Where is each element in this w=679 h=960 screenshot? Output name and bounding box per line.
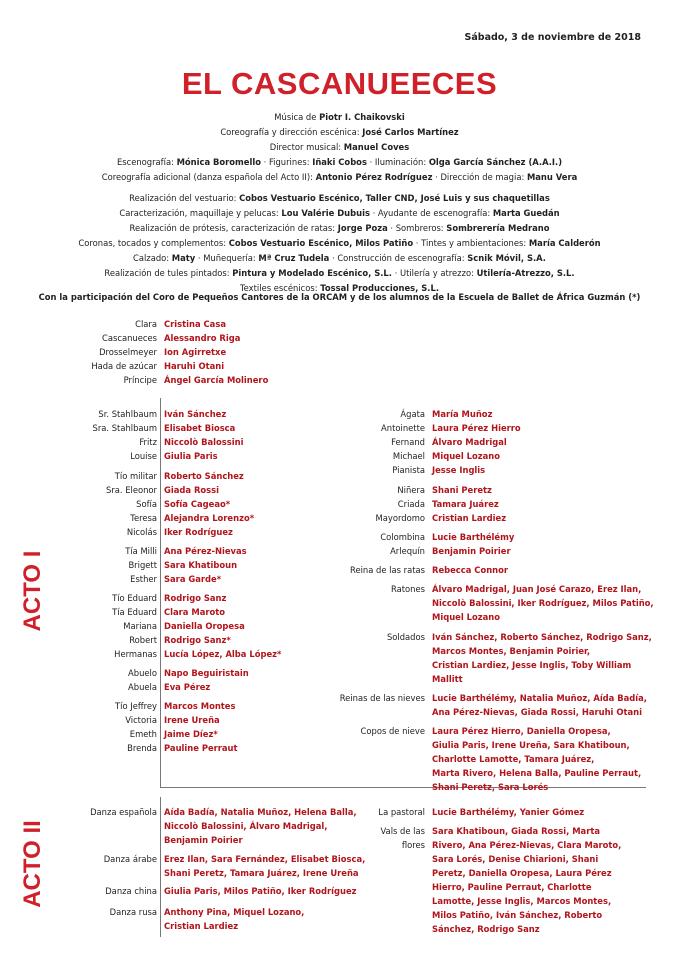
cast-names [164, 666, 249, 680]
role-label: Reinas de las nieves [339, 693, 425, 703]
role-label: Cascanueces [102, 333, 157, 343]
role-label: Fernand [391, 437, 425, 447]
cast-line: Giulia Paris [164, 451, 218, 461]
cast-line: Sofía Cageao* [164, 499, 231, 509]
credit-line [0, 236, 679, 251]
cast-line: Shani Peretz, Sara Lorés [432, 782, 549, 792]
cast-names [164, 373, 268, 387]
role-name [17, 884, 157, 898]
role-name [285, 511, 425, 525]
credit-label: Textiles escénicos: [239, 283, 321, 293]
credit-label: Calzado: [133, 253, 172, 263]
cast-line: María Muñoz [432, 409, 493, 419]
role-name [17, 647, 157, 661]
cast-names [164, 483, 219, 497]
cast-line: Elisabet Biosca [164, 423, 236, 433]
role-name [285, 805, 425, 819]
cast-line: Álvaro Madrigal, Juan José Carazo, Erez Ilan, [432, 584, 642, 594]
role-label: flores [401, 840, 425, 850]
credit-value: Mª Cruz Tudela [258, 253, 330, 263]
cast-line: Lucie Barthélémy, Yanier Gómez [432, 807, 585, 817]
role-name [17, 572, 157, 586]
role-label: Emeth [129, 729, 157, 739]
role-name [17, 741, 157, 755]
role-name [17, 359, 157, 373]
role-name [285, 824, 425, 852]
role-label: Pianista [392, 465, 425, 475]
cast-line: Daniella Oropesa [164, 621, 245, 631]
cast-line: Aída Badía, Natalia Muñoz, Helena Balla, [164, 807, 357, 817]
role-label: Clara [135, 319, 157, 329]
cast-line: Iván Sánchez, Roberto Sánchez, Rodrigo Sanz, [432, 632, 652, 642]
credit-label: · Figurines: [260, 157, 313, 167]
role-name [17, 435, 157, 449]
credit-value: Jorge Poza [337, 223, 388, 233]
credit-value: Cobos Vestuario Escénico, Taller CND, José Luis y sus chaquetillas [239, 193, 550, 203]
cast-names [164, 421, 235, 435]
cast-names [432, 805, 584, 819]
credit-value: Utilería-Atrezzo, S.L. [476, 268, 575, 278]
role-name [17, 407, 157, 421]
role-label: Ratones [391, 584, 425, 594]
role-label: Fritz [139, 437, 157, 447]
cast-names [164, 852, 365, 880]
role-name [17, 680, 157, 694]
role-name [285, 435, 425, 449]
role-name [17, 619, 157, 633]
cast-names [432, 563, 508, 577]
role-label: Tía Eduard [112, 607, 157, 617]
role-label: Teresa [130, 513, 157, 523]
cast-line: Milos Patiño, Iván Sánchez, Roberto [432, 910, 603, 920]
cast-line: Tamara Juárez [432, 499, 499, 509]
act-2-divider [160, 797, 161, 937]
role-label: Drosselmeyer [99, 347, 157, 357]
act-1-label: ACTO I [19, 550, 46, 632]
role-name [285, 691, 425, 705]
act-1-divider [160, 398, 161, 788]
role-name [17, 331, 157, 345]
role-label: Victoria [125, 715, 157, 725]
page-title: EL CASCANUEECES [181, 66, 498, 101]
credit-value: Sombrerería Medrano [446, 223, 550, 233]
cast-names [164, 605, 225, 619]
cast-names [164, 435, 243, 449]
cast-names [164, 591, 226, 605]
cast-line: Giada Rossi [164, 485, 220, 495]
cast-names [164, 345, 226, 359]
role-label: Nicolás [126, 527, 157, 537]
cast-line: Sánchez, Rodrigo Sanz [432, 924, 540, 934]
credit-label: Realización del vestuario: [129, 193, 240, 203]
credit-line [0, 110, 679, 125]
role-label: Brenda [127, 743, 157, 753]
role-label: Brigett [128, 560, 157, 570]
cast-line: Cristian Lardiez [432, 513, 507, 523]
cast-names [432, 449, 500, 463]
credit-value: Pintura y Modelado Escénico, S.L. [232, 268, 392, 278]
credit-value: Scnik Móvil, S.A. [467, 253, 546, 263]
cast-names [164, 727, 218, 741]
cast-line: Álvaro Madrigal [432, 437, 507, 447]
role-label: Arlequín [390, 546, 425, 556]
cast-line: Cristian Lardiez, Jesse Inglis, Toby William [432, 660, 632, 670]
role-name [285, 530, 425, 544]
credit-label: Director musical: [269, 142, 344, 152]
cast-line: Giulia Paris, Milos Patiño, Iker Rodríguez [164, 886, 357, 896]
cast-line: Miquel Lozano [432, 612, 500, 622]
cast-line: Charlotte Lamotte, Tamara Juárez, [432, 754, 595, 764]
role-name [285, 630, 425, 644]
credit-value: Lou Valérie Dubuis [281, 208, 370, 218]
role-name [17, 525, 157, 539]
role-label: Hada de azúcar [91, 361, 157, 371]
cast-names [164, 741, 238, 755]
cast-line: Benjamin Poirier [432, 546, 511, 556]
credit-label: · Tintes y ambientaciones: [413, 238, 529, 248]
credit-value: José Carlos Martínez [362, 127, 459, 137]
act-2-label: ACTO II [19, 820, 46, 908]
role-label: Criada [397, 499, 425, 509]
cast-names [432, 483, 492, 497]
cast-names [432, 463, 485, 477]
cast-line: Jaime Díez* [164, 729, 218, 739]
page-date: Sábado, 3 de noviembre de 2018 [464, 32, 641, 43]
cast-line: Rodrigo Sanz* [164, 635, 231, 645]
role-name [17, 666, 157, 680]
role-name [17, 699, 157, 713]
credit-label: Caracterización, maquillaje y pelucas: [119, 208, 282, 218]
credit-line [0, 266, 679, 281]
role-label: Príncipe [123, 375, 157, 385]
cast-line: Sara Khatiboun [164, 560, 238, 570]
role-name [17, 591, 157, 605]
cast-line: Alejandra Lorenzo* [164, 513, 255, 523]
credits-block [0, 110, 679, 296]
role-name [285, 421, 425, 435]
role-name [17, 497, 157, 511]
credit-value: María Calderón [528, 238, 601, 248]
role-name [17, 511, 157, 525]
cast-line: Rodrigo Sanz [164, 593, 227, 603]
cast-line: Mallitt [432, 674, 463, 684]
credit-label: · Sombreros: [387, 223, 447, 233]
credit-label: · Dirección de magia: [432, 172, 527, 182]
cast-names [432, 497, 499, 511]
role-name [17, 633, 157, 647]
role-label: Danza china [105, 886, 157, 896]
role-name [285, 449, 425, 463]
role-name [17, 345, 157, 359]
cast-line: Sara Garde* [164, 574, 222, 584]
role-label: Hermanas [114, 649, 157, 659]
cast-names [432, 544, 511, 558]
role-name [17, 727, 157, 741]
role-label: Tío militar [114, 471, 157, 481]
credit-label: Realización de tules pintados: [104, 268, 233, 278]
cast-line: Ángel García Molinero [164, 375, 269, 385]
cast-names [432, 407, 492, 421]
credit-line [0, 206, 679, 221]
cast-line: Haruhi Otani [164, 361, 225, 371]
cast-line: Shani Peretz, Tamara Juárez, Irene Ureña [164, 868, 359, 878]
cast-names [164, 884, 357, 898]
cast-names [164, 713, 220, 727]
cast-names [432, 435, 507, 449]
role-label: Danza rusa [109, 907, 157, 917]
credit-label: · Construcción de escenografía: [329, 253, 468, 263]
cast-names [432, 530, 514, 544]
cast-line: Anthony Pina, Miquel Lozano, [164, 907, 305, 917]
cast-names [164, 407, 226, 421]
cast-line: Iker Rodríguez [164, 527, 233, 537]
cast-names [164, 449, 218, 463]
cast-names [164, 905, 304, 933]
credit-value: Marta Guedán [492, 208, 560, 218]
role-label: Tío Jeffrey [115, 701, 157, 711]
credit-value: Manu Vera [526, 172, 578, 182]
role-label: Abuelo [128, 668, 157, 678]
role-name [17, 605, 157, 619]
cast-line: Roberto Sánchez [164, 471, 244, 481]
credit-line [0, 221, 679, 236]
role-label: Danza española [90, 807, 157, 817]
role-label: Soldados [386, 632, 425, 642]
credit-line [0, 251, 679, 266]
credit-label: Escenografía: [116, 157, 177, 167]
credit-line [0, 170, 679, 185]
role-label: Abuela [128, 682, 157, 692]
cast-line: Cristian Lardiez [164, 921, 239, 931]
cast-names [432, 582, 654, 624]
credit-label: Coreografía y dirección escénica: [220, 127, 363, 137]
role-name [285, 724, 425, 738]
cast-names [164, 317, 226, 331]
credit-label: Realización de prótesis, caracterización de ratas: [129, 223, 338, 233]
credit-label: · Muñequería: [195, 253, 259, 263]
cast-line: Benjamin Poirier [164, 835, 243, 845]
cast-names [164, 558, 237, 572]
cast-names [432, 824, 621, 936]
role-name [285, 544, 425, 558]
cast-names [164, 359, 224, 373]
cast-line: Giulia Paris, Irene Ureña, Sara Khatiboun, [432, 740, 630, 750]
credit-value: Manuel Coves [343, 142, 410, 152]
role-name [17, 449, 157, 463]
role-label: Mariana [123, 621, 157, 631]
cast-line: Shani Peretz [432, 485, 492, 495]
role-name [285, 483, 425, 497]
cast-names [164, 511, 254, 525]
cast-line: Lamotte, Jesse Inglis, Marcos Montes, [432, 896, 612, 906]
cast-line: Lucía López, Alba López* [164, 649, 282, 659]
cast-names [432, 724, 641, 794]
cast-line: Rivero, Ana Pérez-Nievas, Clara Maroto, [432, 840, 622, 850]
role-label: Tío Eduard [112, 593, 157, 603]
cast-names [432, 511, 506, 525]
role-name [285, 407, 425, 421]
role-label: Michael [392, 451, 425, 461]
cast-line: Jesse Inglis [432, 465, 486, 475]
cast-line: Hierro, Pauline Perraut, Charlotte [432, 882, 592, 892]
cast-line: Peretz, Daniella Oropesa, Laura Pérez [432, 868, 612, 878]
role-label: Sra. Eleonor [106, 485, 157, 495]
cast-line: Eva Pérez [164, 682, 211, 692]
role-name [285, 563, 425, 577]
role-label: Ágata [400, 409, 425, 419]
cast-line: Niccolò Balossini, Álvaro Madrigal, [164, 821, 328, 831]
cast-line: Niccolò Balossini [164, 437, 244, 447]
cast-line: Iván Sánchez [164, 409, 227, 419]
credit-label: · Utilería y atrezzo: [391, 268, 477, 278]
credit-label: Música de [274, 112, 320, 122]
participation-note: Con la participación del Coro de Pequeños Cantores de la ORCAM y de los alumnos de la Escuela de Ballet de África Guzmán (*) [38, 292, 641, 302]
cast-names [432, 630, 652, 686]
cast-names [164, 331, 240, 345]
cast-names [164, 619, 245, 633]
cast-line: Marcos Montes [164, 701, 236, 711]
cast-line: Ana Pérez-Nievas, Giada Rossi, Haruhi Otani [432, 707, 642, 717]
cast-line: Napo Beguiristain [164, 668, 249, 678]
cast-line: Ion Agirretxe [164, 347, 227, 357]
cast-line: Ana Pérez-Nievas [164, 546, 247, 556]
role-name [17, 421, 157, 435]
role-name [17, 469, 157, 483]
cast-names [164, 497, 230, 511]
role-name [17, 317, 157, 331]
role-name [17, 373, 157, 387]
credit-line [0, 125, 679, 140]
role-name [17, 544, 157, 558]
credit-line [0, 191, 679, 206]
role-name [285, 497, 425, 511]
cast-line: Laura Pérez Hierro [432, 423, 521, 433]
cast-names [164, 572, 221, 586]
cast-line: Clara Maroto [164, 607, 225, 617]
role-label: Louise [130, 451, 157, 461]
cast-names [164, 699, 235, 713]
role-label: Danza árabe [103, 854, 157, 864]
cast-line: Niccolò Balossini, Iker Rodríguez, Milos Patiño, [432, 598, 654, 608]
role-label: Vals de las [380, 826, 425, 836]
credit-value: Piotr I. Chaikovski [319, 112, 405, 122]
credit-label: · Iluminación: [366, 157, 429, 167]
cast-line: Marcos Montes, Benjamin Poirier, [432, 646, 591, 656]
role-label: Niñera [397, 485, 425, 495]
cast-names [432, 421, 521, 435]
credit-line [0, 155, 679, 170]
credit-value: Tossal Producciones, S.L. [320, 283, 439, 293]
role-label: Mayordomo [375, 513, 425, 523]
cast-names [164, 525, 233, 539]
cast-line: Rebecca Connor [432, 565, 509, 575]
cast-line: Pauline Perraut [164, 743, 238, 753]
role-label: La pastoral [378, 807, 425, 817]
cast-line: Irene Ureña [164, 715, 220, 725]
role-label: Robert [129, 635, 157, 645]
credit-value: Cobos Vestuario Escénico, Milos Patiño [228, 238, 414, 248]
cast-line: Laura Pérez Hierro, Daniella Oropesa, [432, 726, 611, 736]
role-name [285, 582, 425, 596]
role-label: Tía Milli [125, 546, 157, 556]
credit-label: Coronas, tocados y complementos: [78, 238, 229, 248]
cast-line: Sara Lorés, Denise Chiarioni, Shani [432, 854, 599, 864]
cast-line: Alessandro Riga [164, 333, 241, 343]
role-name [285, 463, 425, 477]
role-label: Copos de nieve [360, 726, 425, 736]
cast-names [432, 691, 647, 719]
role-name [17, 905, 157, 919]
cast-line: Lucie Barthélémy [432, 532, 515, 542]
credit-value: Olga García Sánchez (A.A.I.) [428, 157, 563, 167]
cast-names [164, 647, 281, 661]
cast-names [164, 544, 247, 558]
role-name [17, 558, 157, 572]
cast-line: Marta Rivero, Helena Balla, Pauline Perraut, [432, 768, 642, 778]
cast-line: Cristina Casa [164, 319, 226, 329]
role-name [17, 713, 157, 727]
cast-names [164, 469, 244, 483]
role-name [17, 852, 157, 866]
cast-line: Miquel Lozano [432, 451, 500, 461]
role-label: Sra. Stahlbaum [92, 423, 157, 433]
credit-value: Antonio Pérez Rodríguez [315, 172, 433, 182]
role-label: Colombina [380, 532, 425, 542]
role-label: Esther [130, 574, 157, 584]
role-label: Reina de las ratas [350, 565, 425, 575]
role-name [17, 805, 157, 819]
role-name [17, 483, 157, 497]
credit-value: Mónica Boromello [176, 157, 261, 167]
role-label: Antoinette [381, 423, 425, 433]
role-label: Sr. Stahlbaum [98, 409, 157, 419]
credit-label: · Ayudante de escenografía: [369, 208, 493, 218]
credit-value: Maty [171, 253, 196, 263]
credit-value: Iñaki Cobos [312, 157, 367, 167]
credit-label: Coreografía adicional (danza española del Acto II): [101, 172, 316, 182]
cast-line: Sara Khatiboun, Giada Rossi, Marta [432, 826, 600, 836]
cast-line: Erez Ilan, Sara Fernández, Elisabet Biosca, [164, 854, 366, 864]
cast-names [164, 680, 210, 694]
cast-names [164, 633, 231, 647]
credit-line [0, 140, 679, 155]
cast-line: Lucie Barthélémy, Natalia Muñoz, Aída Badía, [432, 693, 647, 703]
role-label: Sofía [136, 499, 157, 509]
